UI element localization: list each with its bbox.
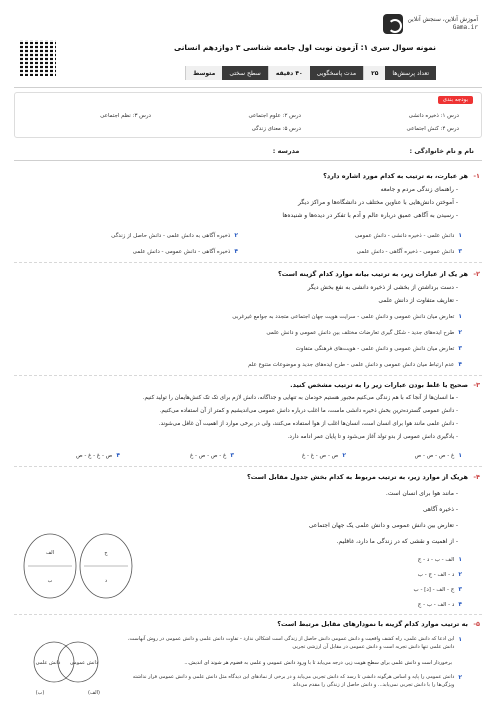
- option-text: تعارض میان دانش عمومی و دانش علمی - سرایت هویت جهان اجتماعی متجدد به جوامع غیرغربی: [232, 313, 455, 320]
- exam-meta-bar: [185, 66, 436, 80]
- answer-option[interactable]: [120, 636, 462, 651]
- question-stem: هر عبارت، به ترتیب به کدام مورد اشاره دارد؟: [323, 172, 468, 180]
- option-text: ذخیره آگاهی به دانش علمی - دانش حاصل از زندگی: [111, 232, 231, 239]
- option-text: الف - ب - د - ج: [417, 556, 455, 563]
- option-number: ۱: [458, 556, 462, 563]
- question-divider: [14, 614, 482, 615]
- answer-option[interactable]: [296, 345, 462, 352]
- q5-venn-diagram: [20, 632, 114, 698]
- option-number: ۲: [234, 232, 238, 239]
- option-text: ج - الف - [د] - ب: [413, 586, 455, 593]
- option-number: ۱: [458, 232, 462, 239]
- question-number: ۵-: [473, 620, 480, 628]
- answer-option[interactable]: [266, 329, 462, 336]
- option-number: ۴: [458, 361, 462, 368]
- option-text: د - الف - ب - ج: [417, 601, 455, 608]
- answer-option[interactable]: [415, 452, 462, 459]
- venn-label: دانش علمی: [35, 660, 61, 666]
- meta-label-difficulty: سطح سختی: [222, 66, 267, 80]
- question-number: ۴-: [473, 473, 480, 481]
- question-line: - مانند هوا برای انسان است.: [385, 490, 458, 497]
- lesson-item: درس ۵: معنای زندگی: [251, 126, 301, 132]
- lesson-item: درس ۴: کنش اجتماعی: [406, 126, 459, 132]
- question-line: - دانش علمی مانند هوا برای انسان است، انسان‌ها اغلب از هوا استفاده می‌کنند، ولی در برخی موارد از اهمیت آن غافل می‌شوند.: [158, 421, 458, 427]
- option-number: ۳: [230, 452, 234, 459]
- meta-value-duration: ۴۰ دقیقه: [268, 66, 310, 80]
- q4-diagram: [18, 530, 138, 602]
- question-number: ۳-: [473, 381, 480, 389]
- option-number: ۱: [458, 452, 462, 459]
- option-text: این ادعا که دانش علمی، راه کشف واقعیت و دانش عمومی دانش حاصل از زندگی است اشکالی ندارد - تفاوت دانش علمی و دانش عمومی در روش آنهاست، دانش علمی تنها دانش تجربه است و دانش عمومی در مقابل آن ارزشی تجربی: [128, 636, 455, 650]
- option-text: غ - ص - ص - غ: [190, 452, 227, 459]
- question-line: - آموختن دانش‌هایی با عناوین مختلف در دانشگاه‌ها و مراکز دیگر: [297, 199, 458, 206]
- meta-value-questions: ۲۵: [363, 66, 385, 80]
- question-line: - دست برداشتن از بخشی از ذخیره دانشی به نفع بخش دیگر: [307, 284, 458, 291]
- header-divider: [14, 87, 482, 88]
- option-text: طرح ایده‌های جدید - شکل گیری تعارضات مختلف بین دانش عمومی و دانش علمی: [266, 329, 455, 336]
- option-text: ص - غ - غ - ص: [76, 452, 113, 459]
- option-number: ۴: [234, 248, 238, 255]
- option-text: تعارض میان دانش عمومی و دانش علمی - هویت‌های فرهنگی متفاوت: [295, 345, 455, 352]
- meta-label-duration: مدت پاسخگویی: [310, 66, 363, 80]
- question-line: - دانش عمومی گسترده‌ترین بخش ذخیره دانشی ماست، ما اغلب درباره دانش عمومی می‌اندیشیم و کمتر از آن استفاده می‌کنیم.: [159, 408, 458, 414]
- question-line: - راهنمای زندگی مردم و جامعه: [380, 186, 458, 193]
- option-text: دانش علمی - ذخیره دانشی - دانش عمومی: [354, 232, 455, 239]
- question-line: - ما انسان‌ها از آنجا که با هم زندگی می‌کنیم مجبور هستیم خودمان به تنهایی و جداگانه، دانش لازم برای تک تک کنش‌هایمان را تولید کنیم.: [142, 395, 458, 401]
- option-number: ۳: [458, 345, 462, 352]
- meta-label-questions: تعداد پرسش‌ها: [385, 66, 436, 80]
- venn-caption: (ب): [35, 690, 45, 696]
- student-info-row: [22, 147, 474, 155]
- answer-option[interactable]: [248, 361, 462, 368]
- option-text: غ - ص - ص - ص: [414, 452, 455, 459]
- option-text: دانش عمومی را پایه و اساس هرگونه دانشی تا رسد که دانش تجربی می‌یابد و در برخی از نمادهای این دیدگاه مثل دانش علمی و دانش عمومی فرار نداشته ویژگی‌ها را با دانش تجربی نمی‌یابد... و دانش حاصل از زندگی را مقدم می‌داند: [132, 674, 455, 688]
- answer-option[interactable]: [302, 452, 346, 459]
- budget-summary: [14, 92, 482, 138]
- option-number: ۲: [458, 329, 462, 336]
- option-number: ۳: [458, 248, 462, 255]
- answer-option[interactable]: [120, 674, 462, 689]
- lesson-item: درس ۳: نظم اجتماعی: [100, 113, 151, 119]
- diagram-label: ج: [104, 550, 108, 556]
- option-number: ۲: [458, 571, 462, 578]
- option-number: ۱: [458, 313, 462, 320]
- answer-option[interactable]: [355, 232, 462, 239]
- school-label[interactable]: مدرسه :: [272, 147, 300, 155]
- question-stem: هریک از موارد زیر، به ترتیب مربوط به کدام بخش جدول مقابل است؟: [246, 473, 468, 481]
- question-line: - یادگیری دانش عمومی از بدو تولد آغاز می‌شود و تا پایان عمر ادامه دارد.: [287, 434, 458, 440]
- question-stem: به ترتیب موارد کدام گزینه با نمودارهای مقابل مرتبط است؟: [277, 620, 468, 628]
- question-line: - رسیدن به آگاهی عمیق درباره عالم و آدم با تفکر در دیده‌ها و شنیده‌ها: [282, 212, 458, 219]
- lesson-item: درس ۲: علوم اجتماعی: [248, 113, 301, 119]
- answer-option[interactable]: [232, 313, 462, 320]
- option-number: ۲: [458, 674, 462, 681]
- qr-code-pattern: [20, 40, 56, 76]
- brand-tagline: آموزش آنلاین، سنجش آنلاین: [407, 16, 478, 23]
- answer-option[interactable]: [190, 452, 234, 459]
- option-number: ۱: [458, 636, 462, 643]
- option-text: عدم ارتباط میان دانش عمومی و دانش علمی - طرح ایده‌های جدید و موضوعات متنوع علم: [248, 361, 455, 368]
- question-number: ۱-: [473, 172, 480, 180]
- option-text: دانش عمومی - ذخیره آگاهی - دانش علمی: [356, 248, 455, 255]
- question-line: - از اهمیت و نقشی که در زندگی ما دارد، غافلیم.: [336, 538, 458, 545]
- exam-title: نمونه سوال سری ۱: آزمون نوبت اول جامعه شناسی ۳ دوازدهم انسانی: [174, 43, 436, 52]
- student-name-label[interactable]: نام و نام خانوادگی :: [409, 147, 474, 155]
- student-divider: [14, 160, 482, 161]
- option-text: د - الف - ج - ب: [417, 571, 455, 578]
- venn-label: دانش عمومی: [69, 660, 99, 666]
- diagram-label: د: [104, 578, 108, 584]
- option-number: ۲: [342, 452, 346, 459]
- question-line: - تعارض بین دانش عمومی و دانش علمی یک جهان اجتماعی: [308, 522, 458, 529]
- brand-logo[interactable]: [383, 14, 478, 34]
- answer-option[interactable]: [418, 556, 462, 563]
- meta-value-difficulty: متوسط: [185, 66, 222, 80]
- answer-option[interactable]: [111, 232, 238, 239]
- brand-text: [407, 16, 478, 32]
- gama-logo-icon: [383, 14, 403, 34]
- question-line: برخوردار است و دانش علمی برای سطح هویت زیر، درجه می‌یابد تا با ورود دانش عمومی و علمی به فضوم هر شوند ای اندیش...: [184, 660, 452, 666]
- answer-option[interactable]: [357, 248, 462, 255]
- option-text: ذخیره آگاهی - دانش عمومی - دانش علمی: [132, 248, 231, 255]
- venn-caption: (الف): [88, 690, 100, 696]
- question-divider: [14, 375, 482, 376]
- diagram-label: الف: [45, 550, 55, 556]
- option-text: ص - ص - غ - غ: [302, 452, 339, 459]
- budget-badge: بودجه بندی: [438, 96, 473, 104]
- answer-option[interactable]: [418, 571, 462, 578]
- answer-option[interactable]: [414, 586, 462, 593]
- answer-option[interactable]: [76, 452, 120, 459]
- option-number: ۴: [458, 601, 462, 608]
- lesson-item: درس ۱: ذخیره دانشی: [408, 113, 459, 119]
- brand-site: Gama.ir: [452, 24, 478, 31]
- diagram-label: ب: [47, 578, 53, 584]
- option-number: ۴: [116, 452, 120, 459]
- question-stem: صحیح یا غلط بودن عبارات زیر را به ترتیب مشخص کنید.: [290, 381, 468, 389]
- question-number: ۲-: [473, 270, 480, 278]
- question-line: - تعاریف متفاوت از دانش علمی: [378, 297, 458, 304]
- question-divider: [14, 262, 482, 263]
- question-divider: [14, 466, 482, 467]
- answer-option[interactable]: [133, 248, 238, 255]
- option-number: ۳: [458, 586, 462, 593]
- question-line: - ذخیره آگاهی: [422, 506, 458, 513]
- question-stem: هر یک از عبارات زیر، به ترتیب بیانه موارد کدام گزینه است؟: [277, 270, 468, 278]
- answer-option[interactable]: [418, 601, 462, 608]
